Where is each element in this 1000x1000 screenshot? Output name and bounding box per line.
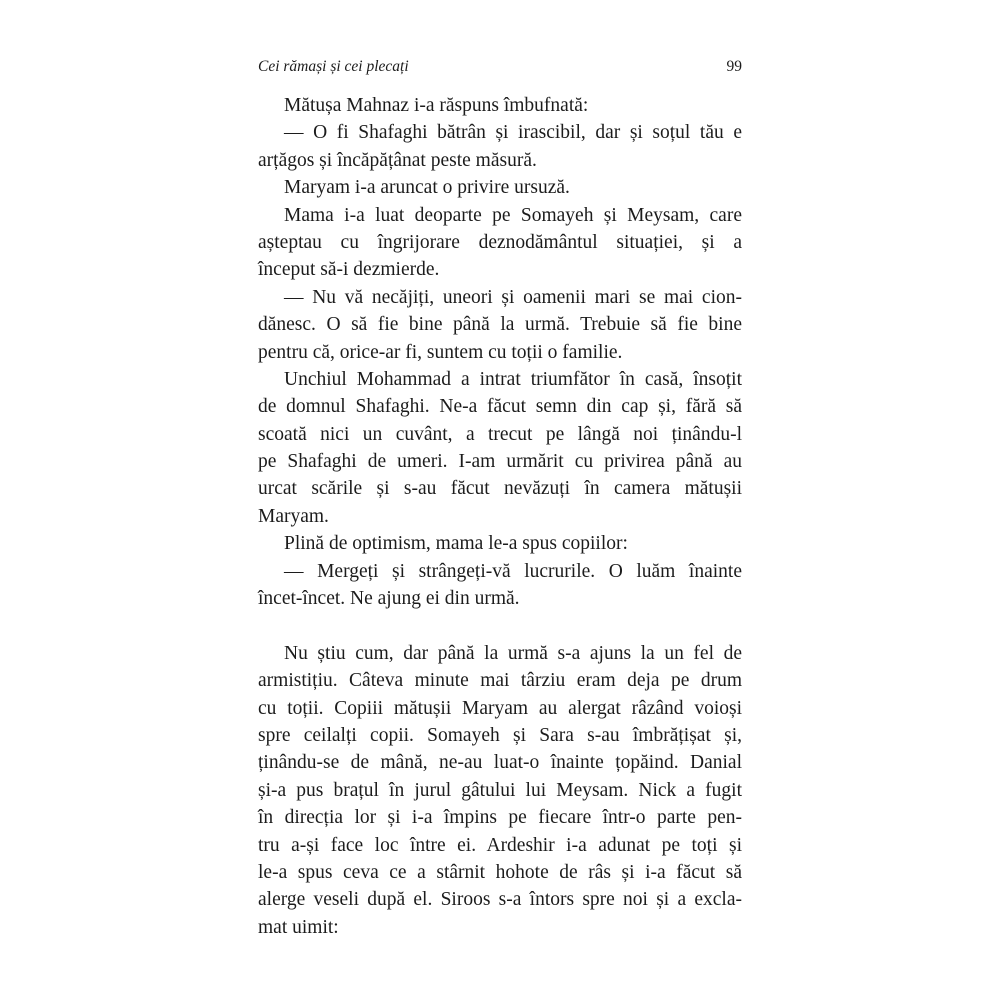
- text-line: le-a spus ceva ce a stârnit hohote de râs și i-a făcut să: [258, 861, 742, 883]
- text-line: — O fi Shafaghi bătrân și irascibil, dar și soțul tău e: [284, 122, 742, 144]
- text-line: mat uimit:: [258, 916, 339, 938]
- text-line: — Nu vă necăjiți, uneori și oamenii mari se mai cion-: [284, 286, 742, 308]
- text-section-dialogue: [258, 92, 742, 612]
- text-line: ținându-se de mână, ne-au luat-o înainte țopăind. Danial: [258, 752, 742, 774]
- text-line: pe Shafaghi de umeri. I-am urmărit cu privirea până au: [258, 451, 742, 473]
- text-line: Unchiul Mohammad a intrat triumfător în casă, însoțit: [284, 368, 742, 390]
- text-line: de domnul Shafaghi. Ne-a făcut semn din cap și, fără să: [258, 396, 742, 418]
- text-line: în direcția lor și i-a împins pe fiecare într-o parte pen-: [258, 807, 742, 829]
- text-line: alerge veseli după el. Siroos s-a întors spre noi și a excla-: [258, 889, 742, 911]
- text-line: cu toții. Copiii mătușii Maryam au alergat râzând voioși: [258, 697, 742, 719]
- text-line: început să-i dezmierde.: [258, 259, 440, 281]
- text-section-armistice: [258, 640, 742, 941]
- text-line: spre ceilalți copii. Somayeh și Sara s-au îmbrățișat și,: [258, 724, 742, 746]
- text-line: dănesc. O să fie bine până la urmă. Trebuie să fie bine: [258, 314, 742, 336]
- text-line: Nu știu cum, dar până la urmă s-a ajuns la un fel de: [284, 642, 742, 664]
- running-title: Cei rămași și cei plecați: [258, 58, 409, 75]
- text-line: armistițiu. Câteva minute mai târziu eram deja pe drum: [258, 670, 742, 692]
- text-line: Maryam.: [258, 505, 329, 527]
- text-line: urcat scările și s-au făcut nevăzuți în camera mătușii: [258, 478, 742, 500]
- text-line: Mama i-a luat deoparte pe Somayeh și Meysam, care: [284, 204, 742, 226]
- text-line: — Mergeți și strângeți-vă lucrurile. O luăm înainte: [284, 560, 742, 582]
- text-line: arțăgos și încăpățânat peste măsură.: [258, 149, 537, 171]
- text-line: Mătușa Mahnaz i-a răspuns îmbufnată:: [284, 95, 589, 116]
- text-line: Maryam i-a aruncat o privire ursuză.: [284, 177, 570, 199]
- text-line: pentru că, orice-ar fi, suntem cu toții o familie.: [258, 341, 623, 363]
- text-line: și-a pus brațul în jurul gâtului lui Meysam. Nick a fugit: [258, 779, 742, 801]
- running-header: [258, 58, 742, 82]
- text-line: încet-încet. Ne ajung ei din urmă.: [258, 588, 520, 610]
- text-line: scoată nici un cuvânt, a trecut pe lângă noi ținându-l: [258, 423, 742, 445]
- text-line: tru a-și face loc între ei. Ardeshir i-a adunat pe toți și: [258, 834, 742, 856]
- section-break: [258, 612, 742, 639]
- text-line: așteptau cu îngrijorare deznodământul situației, și a: [258, 231, 742, 253]
- page-number: 99: [726, 58, 742, 75]
- page-body: [258, 92, 742, 941]
- text-line: Plină de optimism, mama le-a spus copiilor:: [284, 533, 628, 555]
